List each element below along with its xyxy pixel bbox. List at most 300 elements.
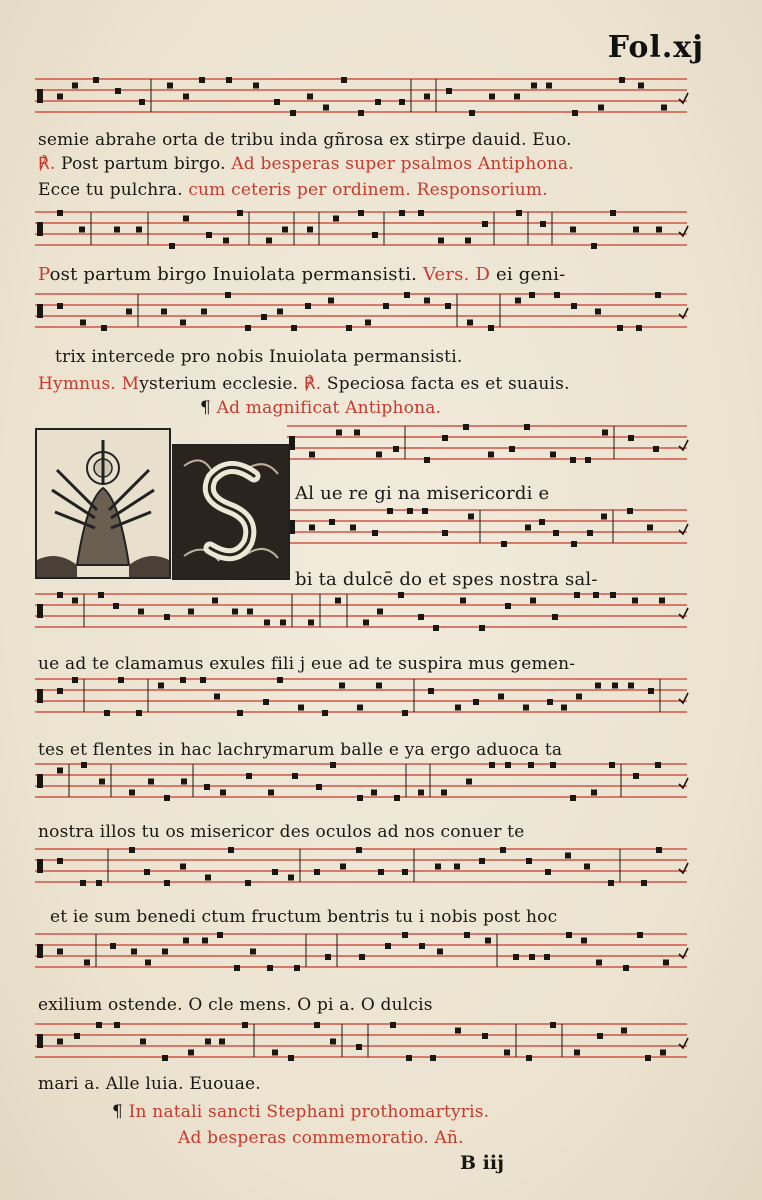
neume [336, 430, 342, 436]
chant-text: Post partum birgo. [61, 154, 232, 174]
text-line [38, 1074, 261, 1094]
rubric-text: P [38, 264, 50, 285]
neume [399, 210, 405, 216]
neume [80, 320, 86, 326]
chant-text: bi ta dulcē do et spes nostra sal- [295, 569, 598, 590]
neume [164, 614, 170, 620]
neume [526, 1055, 532, 1061]
neume [72, 598, 78, 604]
chant-text: ue ad te clamamus exules fili j eue ad te suspira mus gemen- [38, 654, 576, 674]
text-line [38, 374, 570, 394]
neume [57, 688, 63, 694]
neume [356, 1044, 362, 1050]
neume [383, 303, 389, 309]
text-line [295, 570, 598, 590]
neume [526, 858, 532, 864]
neume [398, 592, 404, 598]
text-line [38, 995, 433, 1015]
neume [647, 525, 653, 531]
clef-mark [37, 774, 43, 788]
neume [228, 847, 234, 853]
neume [129, 790, 135, 796]
neume [314, 869, 320, 875]
neume [162, 1055, 168, 1061]
neume [126, 309, 132, 315]
rubric-text: Responsorium. [410, 180, 548, 200]
neume [445, 303, 451, 309]
neume [571, 303, 577, 309]
neume [200, 677, 206, 683]
text-line [38, 654, 575, 674]
neume [632, 598, 638, 604]
neume [219, 1039, 225, 1045]
neume [180, 864, 186, 870]
neume [242, 1022, 248, 1028]
neume [406, 1055, 412, 1061]
neume [407, 508, 413, 514]
neume [307, 227, 313, 233]
neume [621, 1028, 627, 1034]
music-staff [287, 422, 687, 470]
rubric-text: ℟. [38, 154, 62, 174]
neume [529, 954, 535, 960]
neume [376, 683, 382, 689]
neume [57, 768, 63, 774]
text-line [295, 484, 549, 504]
text-line [38, 180, 548, 200]
neume [305, 303, 311, 309]
chant-text: ost partum birgo Inuiolata permansisti. [49, 264, 423, 285]
neume [464, 932, 470, 938]
neume [74, 1033, 80, 1039]
neume [180, 320, 186, 326]
neume [266, 238, 272, 244]
rubric-text: In natali sancti Stephani prothomartyris. [128, 1102, 490, 1122]
neume [181, 779, 187, 785]
staff-lines [35, 760, 687, 808]
neume [418, 790, 424, 796]
neume [84, 960, 90, 966]
neume [514, 94, 520, 100]
neume [114, 1022, 120, 1028]
neume [530, 598, 536, 604]
neume [585, 457, 591, 463]
neume [404, 292, 410, 298]
neume [661, 105, 667, 111]
neume [96, 1022, 102, 1028]
neume [636, 325, 642, 331]
neume [488, 325, 494, 331]
neume [656, 847, 662, 853]
neume [485, 938, 491, 944]
neume [138, 609, 144, 615]
neume [550, 1022, 556, 1028]
neume [553, 530, 559, 536]
neume [596, 960, 602, 966]
neume [57, 94, 63, 100]
neume [424, 457, 430, 463]
neume [372, 232, 378, 238]
neume [516, 210, 522, 216]
neume [418, 210, 424, 216]
neume [201, 309, 207, 315]
neume [274, 99, 280, 105]
neume [528, 762, 534, 768]
neume [633, 773, 639, 779]
neume [323, 105, 329, 111]
neume [96, 880, 102, 886]
chant-text: Speciosa facta es et suauis. [326, 374, 570, 394]
neume [169, 243, 175, 249]
neume [479, 858, 485, 864]
signature-mark: B iij [460, 1152, 504, 1174]
rubric-text: Vers. D [422, 264, 491, 285]
clef-mark [37, 304, 43, 318]
music-staff [35, 590, 687, 638]
chant-text: Ecce tu pulchra. [38, 180, 189, 200]
neume [110, 943, 116, 949]
neume [144, 869, 150, 875]
neume [250, 949, 256, 955]
neume [531, 83, 537, 89]
staff-lines [35, 1020, 687, 1068]
neume [136, 227, 142, 233]
neume [540, 221, 546, 227]
neume [212, 598, 218, 604]
neume [325, 954, 331, 960]
music-staff [35, 845, 687, 893]
neume [358, 210, 364, 216]
neume [280, 620, 286, 626]
neume [619, 77, 625, 83]
neume [314, 1022, 320, 1028]
neume [469, 110, 475, 116]
neume [226, 77, 232, 83]
neume [419, 943, 425, 949]
rubric-text: Ad besperas commemoratio. Añ. [178, 1128, 464, 1148]
staff-lines [35, 590, 687, 638]
neume [505, 603, 511, 609]
decorated-initial-S [172, 444, 290, 580]
neume [473, 699, 479, 705]
neume [57, 592, 63, 598]
neume [638, 83, 644, 89]
neume [454, 864, 460, 870]
neume [328, 298, 334, 304]
staff-lines [35, 208, 687, 256]
neume [505, 762, 511, 768]
neume [498, 694, 504, 700]
neume [442, 435, 448, 441]
neume [525, 525, 531, 531]
neume [387, 508, 393, 514]
neume [455, 1028, 461, 1034]
neume [98, 592, 104, 598]
neume [57, 210, 63, 216]
neume [656, 227, 662, 233]
neume [524, 424, 530, 430]
neume [430, 1055, 436, 1061]
neume [93, 77, 99, 83]
music-staff [35, 290, 687, 338]
neume [587, 530, 593, 536]
neume [309, 452, 315, 458]
neume [435, 864, 441, 870]
neume [148, 779, 154, 785]
neume [390, 1022, 396, 1028]
text-line [38, 154, 574, 174]
clef-mark [37, 859, 43, 873]
neume [438, 238, 444, 244]
neume [550, 452, 556, 458]
chant-text: mari a. Alle luia. Euouae. [38, 1074, 261, 1094]
neume [504, 1050, 510, 1056]
neume [294, 965, 300, 971]
chant-text: trix intercede pro nobis Inuiolata permansisti. [55, 347, 463, 367]
neume [455, 705, 461, 711]
neume [509, 446, 515, 452]
neume [164, 880, 170, 886]
neume [571, 541, 577, 547]
neume [129, 847, 135, 853]
rubric-text: Ad besperas super psalmos Antiphona. [231, 154, 574, 174]
chant-text: semie abrahe orta de tribu inda gñrosa ex stirpe dauid. Euo. [38, 130, 572, 150]
staff-lines [35, 675, 687, 723]
neume [442, 530, 448, 536]
chant-text: exilium ostende. O cle mens. O pi a. O dulcis [38, 995, 433, 1015]
neume [292, 773, 298, 779]
neume [267, 965, 273, 971]
neume [372, 530, 378, 536]
neume [282, 227, 288, 233]
chant-text: ¶ [112, 1102, 129, 1122]
neume [441, 790, 447, 796]
neume [601, 514, 607, 520]
music-staff [35, 760, 687, 808]
clef-mark [37, 944, 43, 958]
neume [217, 932, 223, 938]
neume [468, 514, 474, 520]
neume [72, 677, 78, 683]
neume [529, 292, 535, 298]
neume [340, 864, 346, 870]
neume [99, 779, 105, 785]
neume [402, 710, 408, 716]
neume [204, 784, 210, 790]
neume [561, 705, 567, 711]
neume [467, 320, 473, 326]
neume [648, 688, 654, 694]
neume [57, 858, 63, 864]
neume [446, 88, 452, 94]
neume [523, 705, 529, 711]
text-line [38, 265, 565, 285]
neume [574, 592, 580, 598]
chant-text: ysterium ecclesie. [139, 374, 304, 394]
neume [572, 110, 578, 116]
neume [550, 762, 556, 768]
neume [220, 790, 226, 796]
neume [140, 1039, 146, 1045]
neume [597, 1033, 603, 1039]
text-line [112, 1102, 489, 1122]
neume [513, 954, 519, 960]
neume [183, 94, 189, 100]
neume [433, 625, 439, 631]
text-line [38, 822, 524, 842]
neume [460, 598, 466, 604]
neume [365, 320, 371, 326]
neume [546, 83, 552, 89]
neume [500, 847, 506, 853]
neume [288, 1055, 294, 1061]
neume [202, 938, 208, 944]
clef-mark [37, 604, 43, 618]
neume [623, 965, 629, 971]
neume [341, 77, 347, 83]
neume [253, 83, 259, 89]
neume [72, 83, 78, 89]
neume [610, 592, 616, 598]
neume [489, 94, 495, 100]
clef-mark [37, 1034, 43, 1048]
neume [277, 677, 283, 683]
text-line [178, 1128, 464, 1148]
neume [183, 938, 189, 944]
neume [290, 110, 296, 116]
neume [608, 880, 614, 886]
staff-lines [35, 75, 687, 123]
neume [610, 210, 616, 216]
neume [591, 243, 597, 249]
neume [359, 954, 365, 960]
neume [376, 452, 382, 458]
neume [466, 779, 472, 785]
music-staff [35, 75, 687, 123]
neume [247, 609, 253, 615]
neume [158, 683, 164, 689]
neume [358, 110, 364, 116]
neume [214, 694, 220, 700]
neume [641, 880, 647, 886]
neume [357, 705, 363, 711]
neume [307, 94, 313, 100]
neume [663, 960, 669, 966]
neume [544, 954, 550, 960]
music-staff [35, 1020, 687, 1068]
neume [245, 880, 251, 886]
neume [308, 620, 314, 626]
neume [482, 1033, 488, 1039]
neume [617, 325, 623, 331]
clef-mark [37, 222, 43, 236]
neume [424, 94, 430, 100]
neume [402, 932, 408, 938]
neume [602, 430, 608, 436]
chant-text: et ie sum benedi ctum fructum bentris tu i nobis post hoc [50, 907, 558, 927]
neume [115, 88, 121, 94]
neume [333, 216, 339, 222]
music-staff [287, 506, 687, 554]
neume [161, 309, 167, 315]
neume [101, 325, 107, 331]
text-line [38, 740, 562, 760]
neume [268, 790, 274, 796]
chant-text: tes et flentes in hac lachrymarum balle e ya ergo aduoca ta [38, 740, 563, 760]
neume [309, 525, 315, 531]
neume [428, 688, 434, 694]
neume [653, 446, 659, 452]
text-line [200, 398, 441, 418]
neume [330, 762, 336, 768]
neume [377, 609, 383, 615]
chant-text: nostra illos tu os misericor des oculos ad nos conuer te [38, 822, 525, 842]
neume [598, 105, 604, 111]
neume [357, 795, 363, 801]
neume [277, 309, 283, 315]
neume [565, 853, 571, 859]
rubric-text: ℟. [303, 374, 327, 394]
neume [628, 435, 634, 441]
chant-text: ¶ [200, 398, 217, 418]
neume [399, 99, 405, 105]
neume [118, 677, 124, 683]
neume [346, 325, 352, 331]
neume [188, 609, 194, 615]
text-line [50, 907, 557, 927]
neume [465, 238, 471, 244]
neume [322, 710, 328, 716]
neume [581, 938, 587, 944]
neume [298, 705, 304, 711]
text-line [38, 130, 572, 150]
neume [591, 790, 597, 796]
neume [199, 77, 205, 83]
music-staff [35, 675, 687, 723]
neume [329, 519, 335, 525]
neume [655, 762, 661, 768]
neume [291, 325, 297, 331]
neume [628, 683, 634, 689]
neume [205, 1039, 211, 1045]
staff-lines [35, 290, 687, 338]
neume [104, 710, 110, 716]
neume [57, 303, 63, 309]
neume [57, 1039, 63, 1045]
neume [545, 869, 551, 875]
rubric-text: Hymnus. M [38, 374, 140, 394]
neume [375, 99, 381, 105]
neume [205, 875, 211, 881]
neume [206, 232, 212, 238]
neume [576, 694, 582, 700]
neume [482, 221, 488, 227]
neume [272, 1050, 278, 1056]
neume [139, 99, 145, 105]
neume [225, 292, 231, 298]
neume [180, 677, 186, 683]
staff-lines [287, 422, 687, 470]
neume [385, 943, 391, 949]
neume [354, 430, 360, 436]
neume [637, 932, 643, 938]
clef-mark [37, 89, 43, 103]
neume [488, 452, 494, 458]
neume [660, 1050, 666, 1056]
neume [437, 949, 443, 955]
neume [393, 446, 399, 452]
neume [363, 620, 369, 626]
